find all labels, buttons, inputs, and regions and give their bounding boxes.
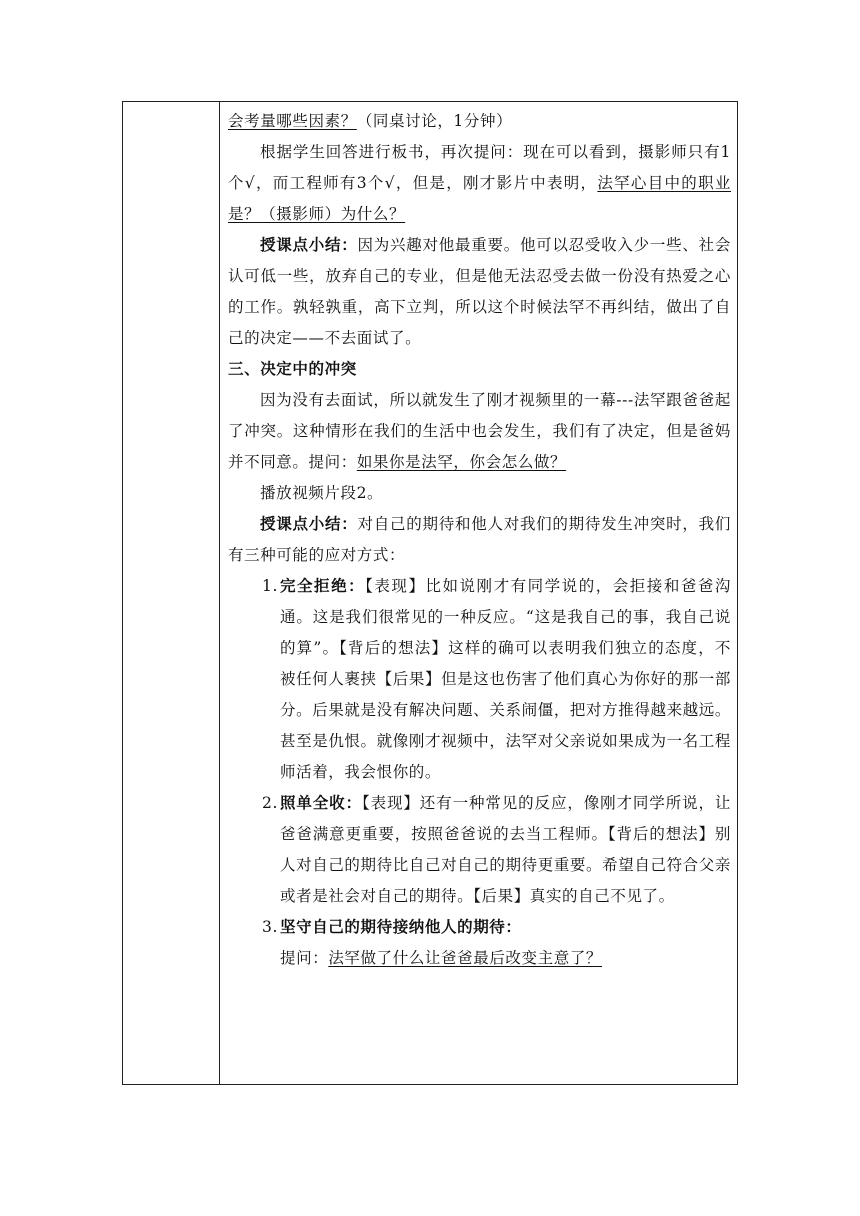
list-item-title: 完全拒绝： [280,577,366,595]
list-item [228,788,731,912]
underlined-question: 如果你是法罕，你会怎么做？ [356,453,567,471]
list-item [228,912,731,943]
paragraph-question-factors [228,106,731,137]
discussion-note: （同桌讨论，1分钟） [356,112,513,130]
table-left-column [123,102,220,1084]
table-content-cell [220,102,737,1084]
underlined-question: 会考量哪些因素？ [228,112,357,130]
list-item-title: 照单全收： [280,794,362,812]
paragraph-final-question [228,943,731,974]
paragraph-board-writing [228,137,731,230]
section-heading: 三、决定中的冲突 [228,360,357,378]
paragraph-text: 因为没有去面试，所以就发生了刚才视频里的一幕---法罕跟爸爸起了冲突。这种情形在我们的生活中也会发生，我们有了决定，但是爸妈并不同意。提问： [228,391,731,471]
underlined-question: 法罕心目中的职业是？（摄影师）为什么？ [228,174,731,223]
list-item [228,571,731,788]
list-number: 2. [262,794,278,812]
paragraph-play-video: 播放视频片段2。 [260,484,384,502]
list-item-text: 【表现】比如说刚才有同学说的，会拒接和爸爸沟通。这是我们很常见的一种反应。“这是我自己的事，我自己说的算”。【背后的想法】这样的确可以表明我们独立的态度，不被任何人裹挟【后果】但是这也伤害了他们真心为你好的那一部分。后果就是没有解决问题、关系闹僵，把对方推得越来越远。甚至是仇恨。就像刚才视频中，法罕对父亲说如果成为一名工程师活着，我会恨你的。 [280,577,731,781]
lesson-table [122,101,738,1085]
list-item-text: 【表现】还有一种常见的反应，像刚才同学所说，让爸爸满意更重要，按照爸爸说的去当工程师。【背后的想法】别人对自己的期待比自己对自己的期待更重要。希望自己符合父亲或者是社会对自己的期待。【后果】真实的自己不见了。 [280,794,731,905]
list-number: 3. [262,918,278,936]
paragraph-summary-2 [228,509,731,571]
underlined-question: 法罕做了什么让爸爸最后改变主意了？ [328,949,603,967]
list-item-title: 坚守自己的期待接纳他人的期待： [280,918,522,936]
list-number: 1. [262,577,278,595]
paragraph-conflict [228,385,731,478]
paragraph-summary-1 [228,230,731,354]
summary-label: 授课点小结： [260,515,358,533]
paragraph-text: 因为兴趣对他最重要。他可以忍受收入少一些、社会认可低一些，放弃自己的专业，但是他无法忍受去做一份没有热爱之心的工作。孰轻孰重，高下立判，所以这个时候法罕不再纠结，做出了自己的决定——不去面试了。 [228,236,731,347]
paragraph-text: 根据学生回答进行板书，再次提问：现在可以看到，摄影师只有1个√，而工程师有3个√，但是，刚才影片中表明， [228,143,731,192]
paragraph-text: 对自己的期待和他人对我们的期待发生冲突时，我们有三种可能的应对方式： [228,515,731,564]
summary-label: 授课点小结： [260,236,358,254]
question-prefix: 提问： [280,949,329,967]
